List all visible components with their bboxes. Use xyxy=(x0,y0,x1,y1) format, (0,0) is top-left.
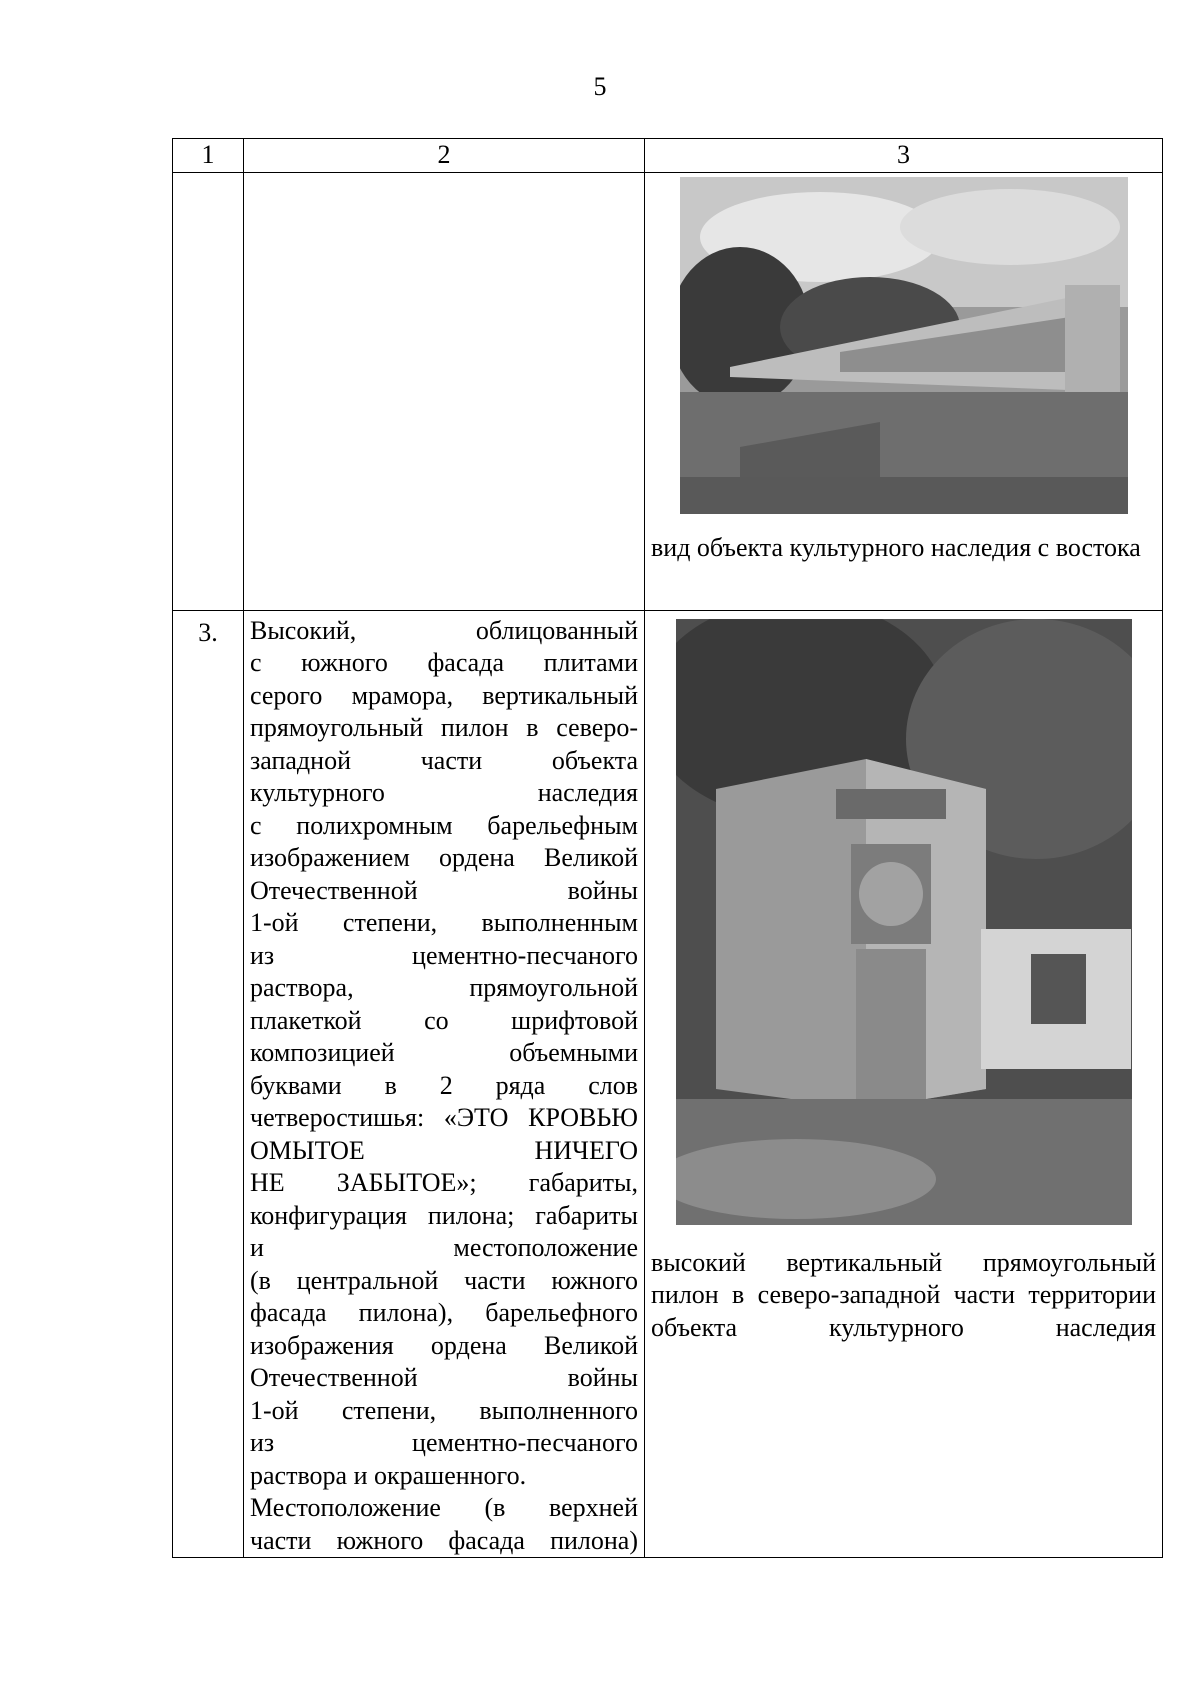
desc-line: фасада пилона), барельефного xyxy=(250,1298,638,1327)
row2-number: 3. xyxy=(173,610,244,1558)
desc-line: Отечественной войны xyxy=(250,875,638,905)
desc-line: и местоположение xyxy=(250,1233,638,1262)
desc-line: буквами в 2 ряда слов xyxy=(250,1070,638,1100)
desc-line: прямоугольный пилон в северо- xyxy=(250,713,638,742)
desc-line: серого мрамора, вертикальный xyxy=(250,680,638,710)
desc-line: конфигурация пилона; габариты xyxy=(250,1200,638,1230)
header-col-2: 2 xyxy=(244,139,645,173)
table-header-row xyxy=(173,139,1163,173)
east-view-photo xyxy=(680,177,1128,514)
desc-line: Местоположение (в верхней xyxy=(250,1493,638,1522)
desc-line: ОМЫТОЕ НИЧЕГО xyxy=(250,1135,638,1165)
table-row xyxy=(173,172,1163,610)
desc-line: НЕ ЗАБЫТОЕ»; габариты, xyxy=(250,1168,638,1197)
pylon-photo xyxy=(676,619,1132,1225)
east-view-caption: вид объекта культурного наследия с востока xyxy=(651,532,1141,562)
desc-line: раствора и окрашенного. xyxy=(250,1460,527,1490)
desc-line: с южного фасада плитами xyxy=(250,648,638,677)
row1-number-cell xyxy=(173,172,244,610)
desc-line: западной части объекта xyxy=(250,745,638,775)
row2-description xyxy=(244,610,645,1558)
desc-line: изображения ордена Великой xyxy=(250,1330,638,1360)
desc-line: культурного наследия xyxy=(250,778,638,807)
desc-line: из цементно-песчаного xyxy=(250,1428,638,1457)
desc-line: части южного фасада пилона) xyxy=(250,1525,638,1555)
page-number: 5 xyxy=(593,72,607,101)
desc-line: четверостишья: «ЭТО КРОВЬЮ xyxy=(250,1103,638,1132)
row1-photo-cell xyxy=(645,172,1163,610)
desc-line: изображением ордена Великой xyxy=(250,843,638,872)
desc-line: Высокий, облицованный xyxy=(250,615,638,645)
heritage-table xyxy=(172,138,1163,1558)
row1-description-cell xyxy=(244,172,645,610)
desc-line: раствора, прямоугольной xyxy=(250,973,638,1002)
header-col-3: 3 xyxy=(645,139,1163,173)
row2-photo-cell xyxy=(645,610,1163,1558)
desc-line: (в центральной части южного xyxy=(250,1265,638,1295)
header-col-1: 1 xyxy=(173,139,244,173)
desc-line: 1-ой степени, выполненным xyxy=(250,908,638,937)
desc-line: плакеткой со шрифтовой xyxy=(250,1005,638,1035)
pylon-caption: высокий вертикальный прямоугольный пилон в северо-западной части территории объекта культурного наследия xyxy=(651,1247,1156,1342)
desc-line: из цементно-песчаного xyxy=(250,940,638,970)
desc-line: Отечественной войны xyxy=(250,1363,638,1392)
table-row xyxy=(173,610,1163,1558)
desc-line: композицией объемными xyxy=(250,1038,638,1067)
desc-line: 1-ой степени, выполненного xyxy=(250,1395,638,1425)
desc-line: с полихромным барельефным xyxy=(250,810,638,840)
